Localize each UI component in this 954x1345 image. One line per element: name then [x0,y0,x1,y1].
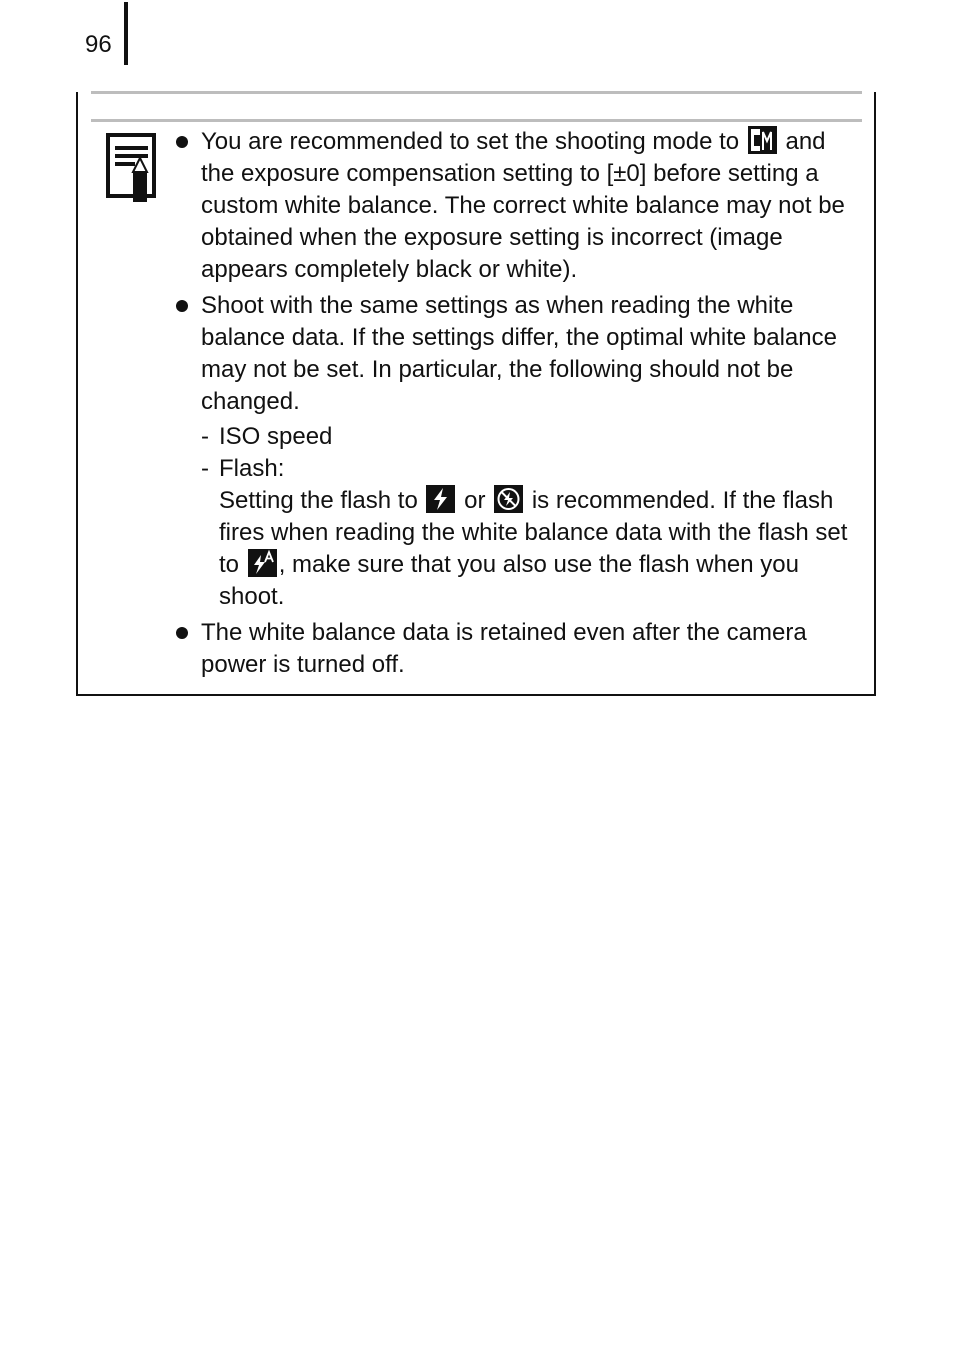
memo-icon [106,132,158,204]
manual-mode-icon [748,126,777,154]
dash-marker: - [201,423,209,450]
flash-off-icon [494,485,523,513]
flash-on-icon [426,485,455,513]
page-number: 96 [85,31,112,58]
note-second-rule [91,119,862,122]
bullet-icon [176,627,188,639]
bullet-text: and the exposure compensation setting to [±0] before setting a custom white balance. The correct white balance may not be obtained when the exposure setting is incorrect (image appears completely black or white). [201,128,845,283]
dash-marker: - [201,455,209,482]
bullet-text: The white balance data is retained even after the camera power is turned off. [201,619,807,678]
note-content [201,126,861,685]
sub-list [201,421,861,613]
sub-item-text: , make sure that you also use the flash when you shoot. [219,551,799,610]
sub-item-text: ISO speed [219,423,333,450]
bullet-text: Shoot with the same settings as when reading the white balance data. If the settings differ, the optimal white balance may not be set. In particular, the following should not be changed. [201,292,837,415]
bullet-text: You are recommended to set the shooting mode to [201,128,740,155]
sub-item-label: Flash: [219,455,285,482]
list-item [201,126,861,286]
bullet-icon [176,136,188,148]
sub-item-text: is recommended. If the flash fires when reading the white balance data with the flash set to [219,487,848,578]
list-item [201,617,861,681]
sub-list-item [201,453,861,613]
list-item [201,290,861,613]
sub-list-item [201,421,861,453]
bullet-icon [176,300,188,312]
sub-item-text: or [464,487,486,514]
note-top-rule [91,91,862,94]
flash-auto-icon [248,549,277,577]
page-number-rule [124,2,128,65]
sub-item-text: Setting the flash to [219,487,418,514]
